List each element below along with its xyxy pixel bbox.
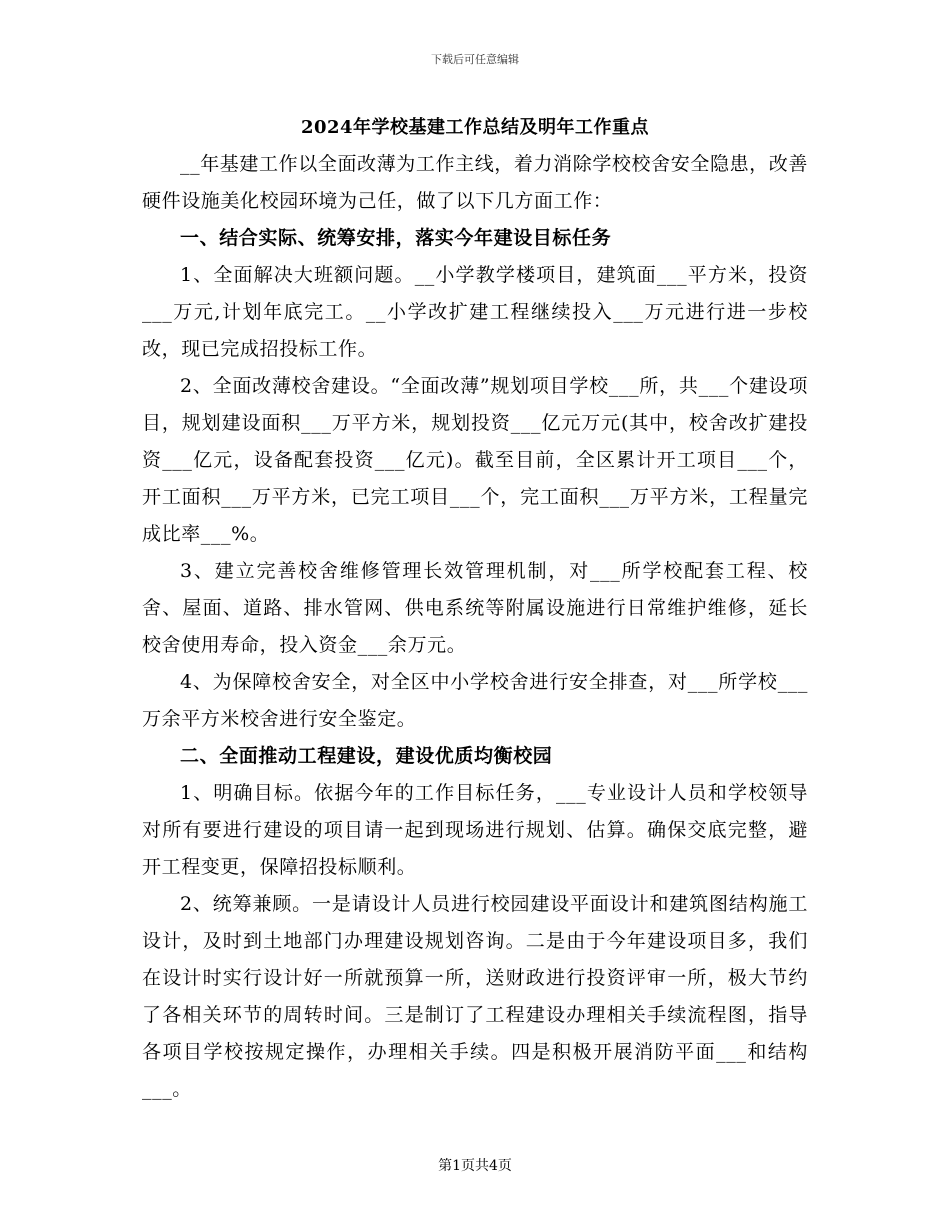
section-1 — [142, 220, 808, 738]
document-body — [142, 146, 808, 1108]
page-number: 第1页共4页 — [438, 1158, 512, 1174]
section-paragraph: 2、统筹兼顾。一是请设计人员进行校园建设平面设计和建筑图结构施工设计，及时到土地部门办理建设规划咨询。二是由于今年建设项目多，我们在设计时实行设计好一所就预算一所，送财政进行投资评审一所，极大节约了各相关环节的周转时间。三是制订了工程建设办理相关手续流程图，指导各项目学校按规定操作，办理相关手续。四是积极开展消防平面___和结构___。 — [142, 893, 808, 1100]
intro-paragraph: __年基建工作以全面改薄为工作主线，着力消除学校校舍安全隐患，改善硬件设施美化校园环境为己任，做了以下几方面工作： — [142, 153, 808, 212]
section-paragraph: 1、明确目标。依据今年的工作目标任务，___专业设计人员和学校领导对所有要进行建设的项目请一起到现场进行规划、估算。确保交底完整，避开工程变更，保障招投标顺利。 — [142, 782, 808, 878]
section-2 — [142, 738, 808, 1108]
section-heading: 一、结合实际、统筹安排，落实今年建设目标任务 — [180, 227, 612, 249]
section-paragraph: 3、建立完善校舍维修管理长效管理机制，对___所学校配套工程、校舍、屋面、道路、排水管网、供电系统等附属设施进行日常维护维修，延长校舍使用寿命，投入资金___余万元。 — [142, 560, 808, 656]
section-heading: 二、全面推动工程建设，建设优质均衡校园 — [180, 745, 553, 767]
document-title: 2024年学校基建工作总结及明年工作重点 — [300, 117, 650, 138]
section-paragraph: 4、为保障校舍安全，对全区中小学校舍进行安全排查，对___所学校___万余平方米校舍进行安全鉴定。 — [142, 671, 808, 730]
page-header-note: 下载后可任意编辑 — [431, 53, 519, 66]
section-paragraph: 2、全面改薄校舍建设。“全面改薄”规划项目学校___所，共___个建设项目，规划建设面积___万平方米，规划投资___亿元万元(其中，校舍改扩建投资___亿元，设备配套投资___亿元)。截至目前，全区累计开工项目___个，开工面积___万平方米，已完工项目___个，完工面积___万平方米，工程量完成比率___%。 — [142, 375, 808, 545]
section-paragraph: 1、全面解决大班额问题。__小学教学楼项目，建筑面___平方米，投资___万元,计划年底完工。__小学改扩建工程继续投入___万元进行进一步校改，现已完成招投标工作。 — [142, 264, 808, 360]
